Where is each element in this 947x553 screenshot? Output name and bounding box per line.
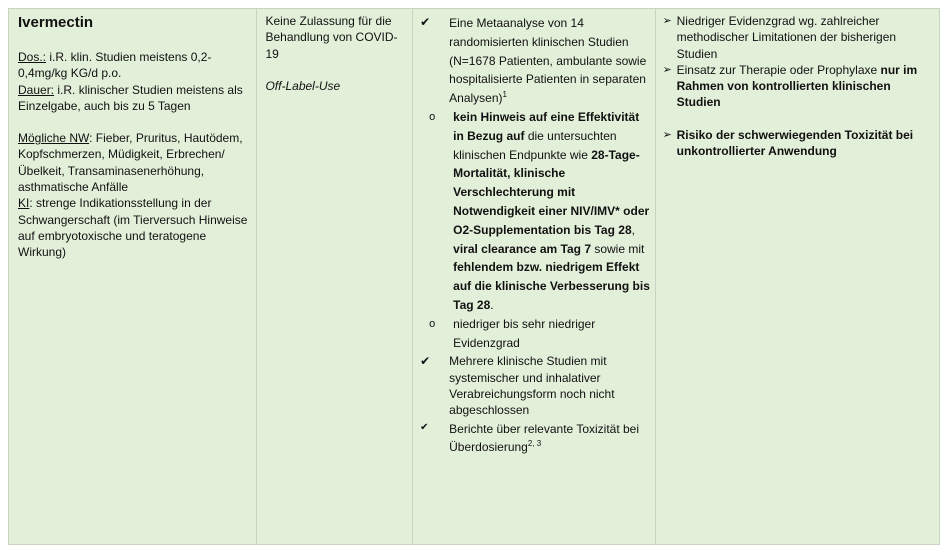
drug-info-cell [9, 9, 257, 544]
side-effects-label: Mögliche NW [18, 131, 90, 146]
emphasis-text: kein Hinweis auf eine Effektivität in Bezug auf [453, 109, 640, 143]
side-effects-text: : Fieber, Pruritus, Hautödem, Kopfschmerzen, Müdigkeit, Erbrechen/Übelkeit, Transaminasenerhöhung, asthmatische Anfälle [18, 131, 243, 195]
evidence-assessment-text: Niedriger Evidenzgrad wg. zahlreicher methodischer Limitationen der bisherigen Studien [676, 14, 897, 61]
checkmark-icon: ✔ [420, 354, 431, 369]
contraindication-paragraph [18, 195, 250, 260]
list-item [419, 14, 650, 108]
emphasis-text: fehlendem bzw. niedrigem Effekt auf die klinische Verbesserung bis Tag 28 [453, 260, 650, 312]
arrow-bullet-icon: ➢ [662, 128, 672, 141]
toxicity-report-text: Berichte über relevante Toxizität bei Überdosierung [449, 421, 640, 455]
usage-emphasis-text: nur im Rahmen von kontrollierten klinischen Studien [676, 62, 918, 110]
off-label-use: Off-Label-Use [265, 78, 341, 93]
dosage-label: Dos.: [18, 50, 47, 64]
assessment-cell [656, 9, 939, 544]
ongoing-studies-text: Mehrere klinische Studien mit systemischer und inhalativer Verabreichungsform noch nicht abgeschlossen [449, 354, 615, 418]
duration-text: i.R. klinischer Studien meistens als Einzelgabe, auch bis zu 5 Tagen [18, 82, 243, 113]
circle-bullet-icon: o [429, 110, 436, 123]
drug-title: Ivermectin [18, 14, 94, 31]
list-item [419, 353, 650, 418]
sub-list [419, 108, 650, 352]
usage-text: Einsatz zur Therapie oder Prophylaxe [676, 62, 881, 77]
meta-analysis-text: Eine Metaanalyse von 14 randomisierten klinischen Studien (N=1678 Patienten, ambulante sowie hospitalisierte Patienten in separaten Analysen) [449, 16, 647, 106]
duration-label: Dauer: [18, 82, 55, 97]
circle-bullet-icon: o [429, 317, 436, 330]
body-text: . [490, 297, 494, 312]
footnote-ref: 1 [502, 90, 507, 100]
footnote-ref: 2, 3 [527, 439, 542, 449]
emphasis-text: viral clearance am Tag 7 [453, 241, 591, 256]
arrow-bullet-icon: ➢ [662, 15, 672, 27]
approval-cell [257, 9, 413, 544]
list-item [419, 420, 650, 458]
duration-paragraph [18, 82, 250, 115]
evidence-grade-text: niedriger bis sehr niedriger Evidenzgrad [453, 316, 596, 350]
approval-status: Keine Zulassung für die Behandlung von COVID-19 [265, 14, 398, 61]
evidence-cell [413, 9, 655, 544]
body-text: die untersuchten klinischen Endpunkte wie [453, 128, 617, 162]
dosage-text: i.R. klin. Studien meistens 0,2-0,4mg/kg KG/d p.o. [18, 50, 212, 81]
dosage-paragraph [18, 49, 250, 82]
list-item [429, 315, 650, 353]
toxicity-risk-text: Risiko der schwerwiegenden Toxizität bei unkontrollierter Anwendung [676, 127, 914, 159]
checkmark-icon: ✔ [420, 15, 431, 29]
checkmark-icon: ✔ [420, 421, 429, 433]
arrow-bullet-icon: ➢ [662, 63, 672, 76]
contraindication-text: : strenge Indikationsstellung in der Schwangerschaft (im Tierversuch Hinweise auf embryotoxische und teratogene Wirkung) [18, 196, 248, 260]
list-item [429, 108, 650, 315]
side-effects-paragraph [18, 130, 250, 195]
list-item [663, 62, 933, 111]
list-item [663, 13, 933, 62]
emphasis-text: 28-Tage-Mortalität, klinische Verschlechterung mit Notwendigkeit einer NIV/IMV* oder O2-Supplementation bis Tag 28 [453, 147, 650, 237]
list-item [663, 127, 933, 160]
drug-table [8, 8, 940, 545]
body-text: , [631, 222, 635, 237]
contraindication-label: KI [18, 196, 30, 211]
body-text: sowie mit [591, 241, 645, 256]
